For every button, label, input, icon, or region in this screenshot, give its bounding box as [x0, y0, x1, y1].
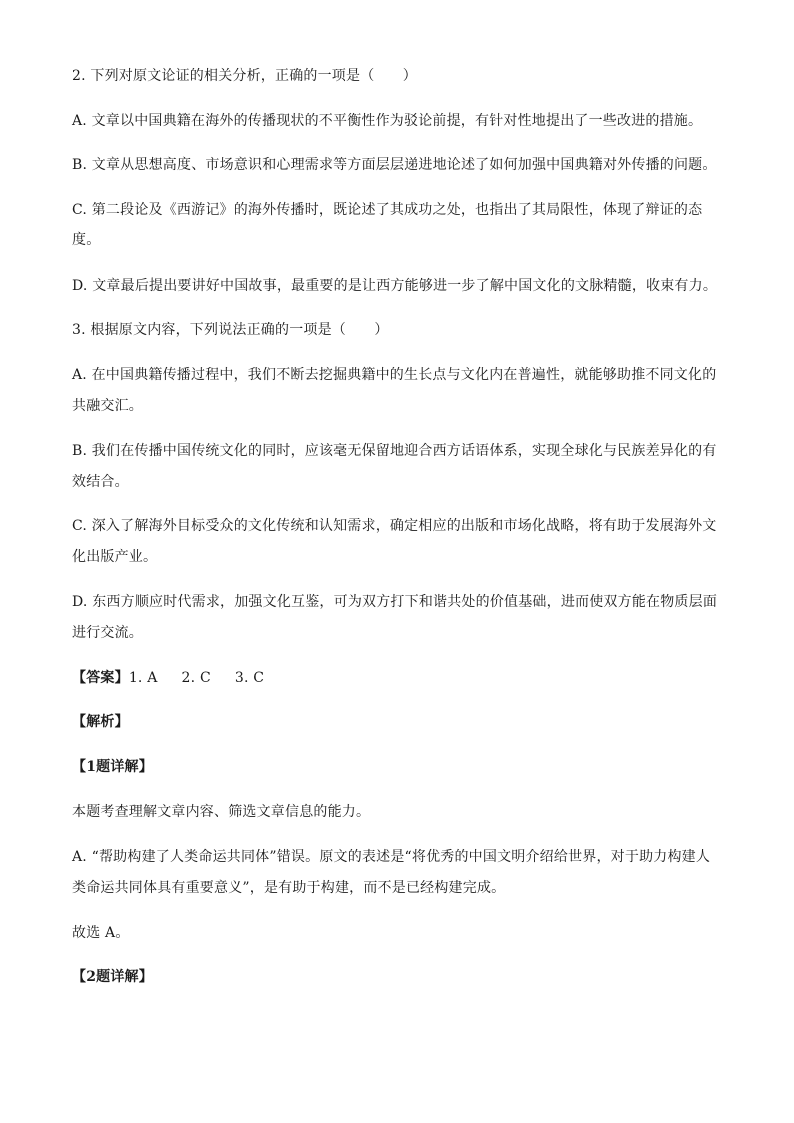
question-1-detail-title: 【1题详解】	[72, 759, 153, 775]
question-2-stem: 2. 下列对原文论证的相关分析，正确的一项是（ ）	[72, 68, 418, 84]
answer-tag: 【答案】	[72, 670, 129, 686]
question-2-option-d: D. 文章最后提出要讲好中国故事，最重要的是让西方能够进一步了解中国文化的文脉精髓，收束有力。	[72, 278, 718, 294]
answer-line	[72, 668, 722, 688]
question-2-option-b: B. 文章从思想高度、市场意识和心理需求等方面层层递进地论述了如何加强中国典籍对外传播的问题。	[72, 157, 717, 173]
question-2-detail-title: 【2题详解】	[72, 969, 153, 985]
question-3-option-a-line-1: A. 在中国典籍传播过程中，我们不断去挖掘典籍中的生长点与文化内在普遍性，就能够助推不同文化的	[72, 367, 717, 383]
answer-item: 2. C	[181, 670, 211, 686]
question-1-detail-intro: 本题考查理解文章内容、筛选文章信息的能力。	[72, 804, 371, 820]
question-3-option-c-line-2: 化出版产业。	[72, 549, 158, 565]
question-3-option-c-line-1: C. 深入了解海外目标受众的文化传统和认知需求，确定相应的出版和市场化战略，将有助于发展海外文	[72, 518, 717, 534]
question-2-option-a: A. 文章以中国典籍在海外的传播现状的不平衡性作为驳论前提，有针对性地提出了一些改进的措施。	[72, 113, 703, 129]
answer-item: 1. A	[128, 670, 158, 686]
question-1-detail-a-line-2: 类命运共同体具有重要意义”，是有助于构建，而不是已经构建完成。	[72, 880, 506, 896]
question-3-stem: 3. 根据原文内容，下列说法正确的一项是（ ）	[72, 322, 389, 338]
question-3-option-b-line-1: B. 我们在传播中国传统文化的同时，应该毫无保留地迎合西方话语体系，实现全球化与民族差异化的有	[72, 443, 717, 459]
question-2-option-c-line-2: 度。	[72, 232, 101, 248]
question-3-option-d-line-1: D. 东西方顺应时代需求，加强文化互鉴，可为双方打下和谐共处的价值基础，进而使双方能在物质层面	[72, 594, 718, 610]
answer-item: 3. C	[234, 670, 265, 686]
question-3-option-b-line-2: 效结合。	[72, 474, 129, 490]
question-1-detail-a-line-1: A. “帮助构建了人类命运共同体”错误。原文的表述是“将优秀的中国文明介绍给世界，对于助力构建人	[72, 849, 711, 865]
question-1-conclusion: 故选 A。	[72, 925, 130, 941]
question-3-option-d-line-2: 进行交流。	[72, 625, 143, 641]
question-3-option-a-line-2: 共融交汇。	[72, 398, 143, 414]
question-2-option-c-line-1: C. 第二段论及《西游记》的海外传播时，既论述了其成功之处，也指出了其局限性，体现了辩证的态	[72, 202, 703, 218]
analysis-tag: 【解析】	[72, 714, 129, 730]
